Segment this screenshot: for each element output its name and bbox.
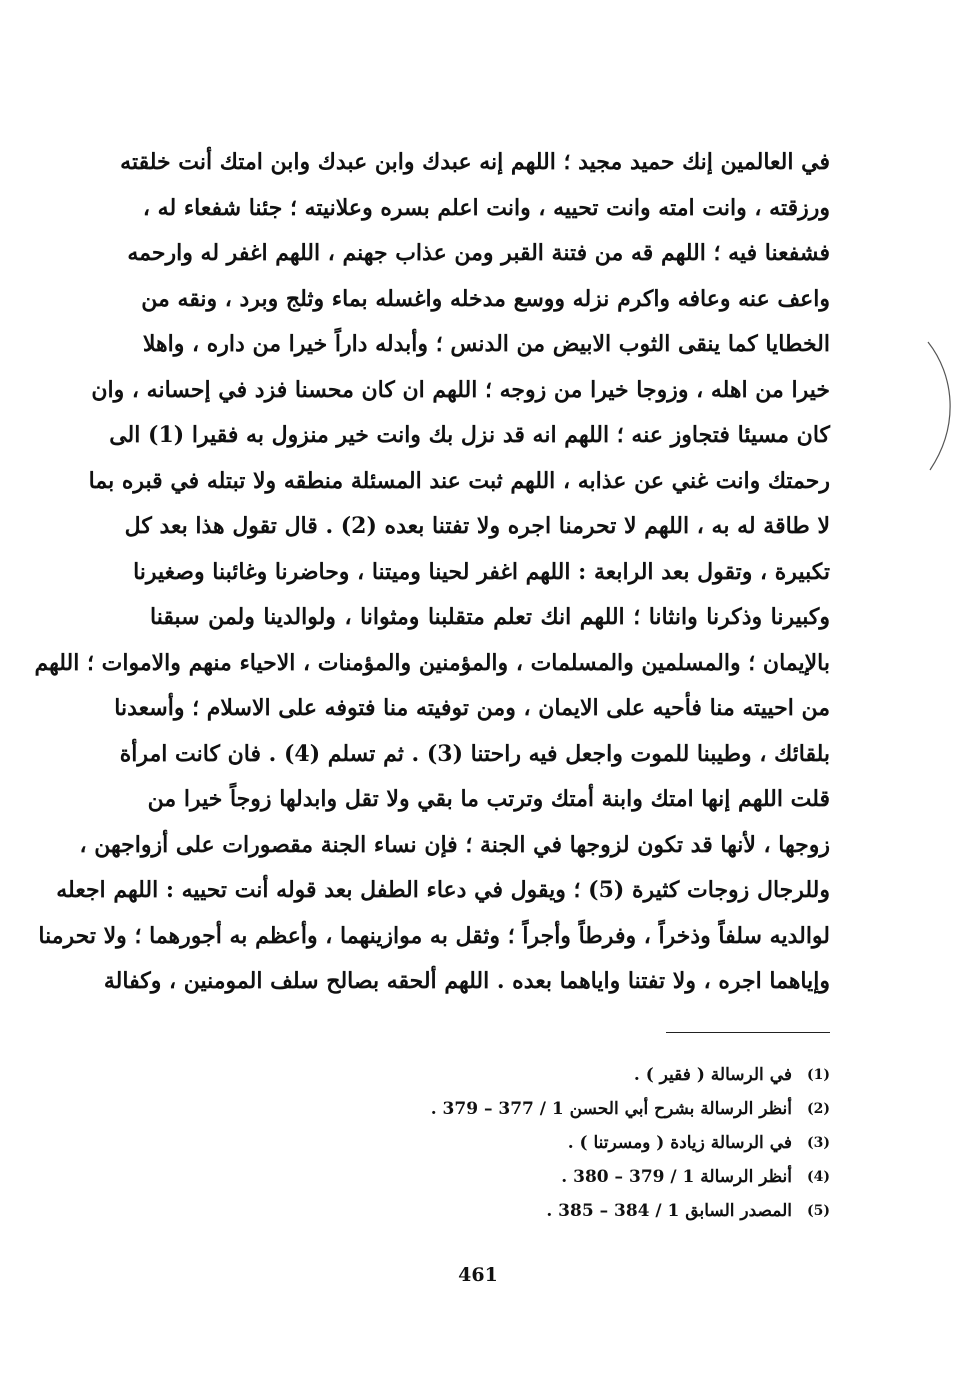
- body-line: الخطايا كما ينقى الثوب الابيض من الدنس ؛ وأبدله داراً خيرا من داره ، واهلا: [142, 331, 830, 357]
- body-line: رحمتك وانت غني عن عذابه ، اللهم ثبت عند المسئلة منطقه ولا تبتله في قبره بما: [88, 467, 830, 494]
- body-text: [34, 140, 830, 1005]
- footnote-text: في الرسالة ( فقير ) .: [633, 1065, 792, 1085]
- footnote-text: في الرسالة زيادة ( ومسرتنا ) .: [567, 1133, 792, 1153]
- margin-curve-mark: [900, 330, 956, 480]
- footnote-number: (3): [807, 1135, 830, 1151]
- footnote-item: [360, 1092, 830, 1126]
- footnote-item: [360, 1058, 830, 1092]
- body-line: وإياهما اجره ، ولا تفتنا واياهما بعده . اللهم ألحقه بصالح سلف المومنين ، وكفالة: [103, 968, 830, 994]
- body-line: وكبيرنا وذكرنا وانثانا ؛ اللهم انك تعلم متقلبنا ومثوانا ، ولوالدينا ولمن سبقنا: [150, 604, 830, 630]
- footnote-item: [360, 1126, 830, 1160]
- footnote-text: المصدر السابق 1 / 384 – 385 .: [546, 1201, 792, 1221]
- body-line: واعف عنه وعافه واكرم نزله ووسع مدخله واغسله بماء وثلج وبرد ، ونقه من: [141, 285, 830, 312]
- body-line: خيرا من اهله ، وزوجا خيرا من زوجه ؛ اللهم ان كان محسنا فزد في إحسانه ، وان: [91, 376, 830, 403]
- body-line: قلت اللهم إنها امتك وابنة أمتك وترتب ما بقي ولا تقل وابدلها زوجاً خيرا من: [147, 786, 830, 812]
- footnote-number: (2): [807, 1101, 830, 1117]
- footnote-text: أنظر الرسالة بشرح أبي الحسن 1 / 377 – 379 .: [430, 1099, 792, 1119]
- body-line: كان مسيئا فتجاوز عنه ؛ اللهم انه قد نزل بك وانت خير منزول به فقيرا (1) الى: [109, 422, 830, 448]
- body-line: فشفعنا فيه ؛ اللهم قه من فتنة القبر ومن عذاب جهنم ، اللهم اغفر له وارحمه: [127, 240, 830, 266]
- footnote-item: [360, 1160, 830, 1194]
- footnote-number: (5): [807, 1203, 830, 1219]
- footnote-text: أنظر الرسالة 1 / 379 – 380 .: [561, 1167, 792, 1187]
- body-line: من احييته منا فأحيه على الايمان ، ومن توفيته منا فتوفه على الاسلام ؛ وأسعدنا: [114, 695, 830, 721]
- footnote-separator: [666, 1032, 830, 1033]
- body-line: في العالمين إنك حميد مجيد ؛ اللهم إنه عبدك وابن عبدك وابن امتك أنت خلقته: [120, 149, 830, 175]
- body-line: زوجها ، لأنها قد تكون لزوجها في الجنة ؛ فإن نساء الجنة مقصورات على أزواجهن ،: [79, 831, 830, 858]
- body-line: لا طاقة له به ، اللهم لا تحرمنا اجره ولا تفتنا بعده (2) . قال تقول هذا بعد كل: [124, 513, 830, 539]
- body-line: تكبيرة ، وتقول بعد الرابعة : اللهم اغفر لحينا وميتنا ، وحاضرنا وغائبنا وصغيرنا: [133, 558, 830, 585]
- footnote-item: [360, 1194, 830, 1228]
- body-line: وللرجال زوجات كثيرة (5) ؛ ويقول في دعاء الطفل بعد قوله أنت تحييه : اللهم اجعله: [56, 877, 830, 903]
- footnotes: [360, 1058, 830, 1228]
- body-line: بلقائك ، وطيبنا للموت واجعل فيه راحتنا (3) . ثم تسلم (4) . فان كانت امرأة: [119, 740, 830, 767]
- body-line: ورزقته ، وانت امته وانت تحييه ، وانت اعلم بسره وعلانيته ؛ جئنا شفعاء له ،: [142, 194, 830, 221]
- footnote-number: (4): [807, 1169, 830, 1185]
- footnote-number: (1): [807, 1067, 830, 1083]
- body-line: لوالديه سلفاً وذخراً ، وفرطاً وأجراً ؛ وثقل به موازينهما ، وأعظم به أجورهما ؛ ولا تحرمنا: [38, 922, 830, 949]
- page-number: 461: [458, 1264, 498, 1286]
- body-line: بالإيمان ؛ والمسلمين والمسلمات ، والمؤمنين والمؤمنات ، الاحياء منهم والاموات ؛ اللهم: [34, 649, 830, 676]
